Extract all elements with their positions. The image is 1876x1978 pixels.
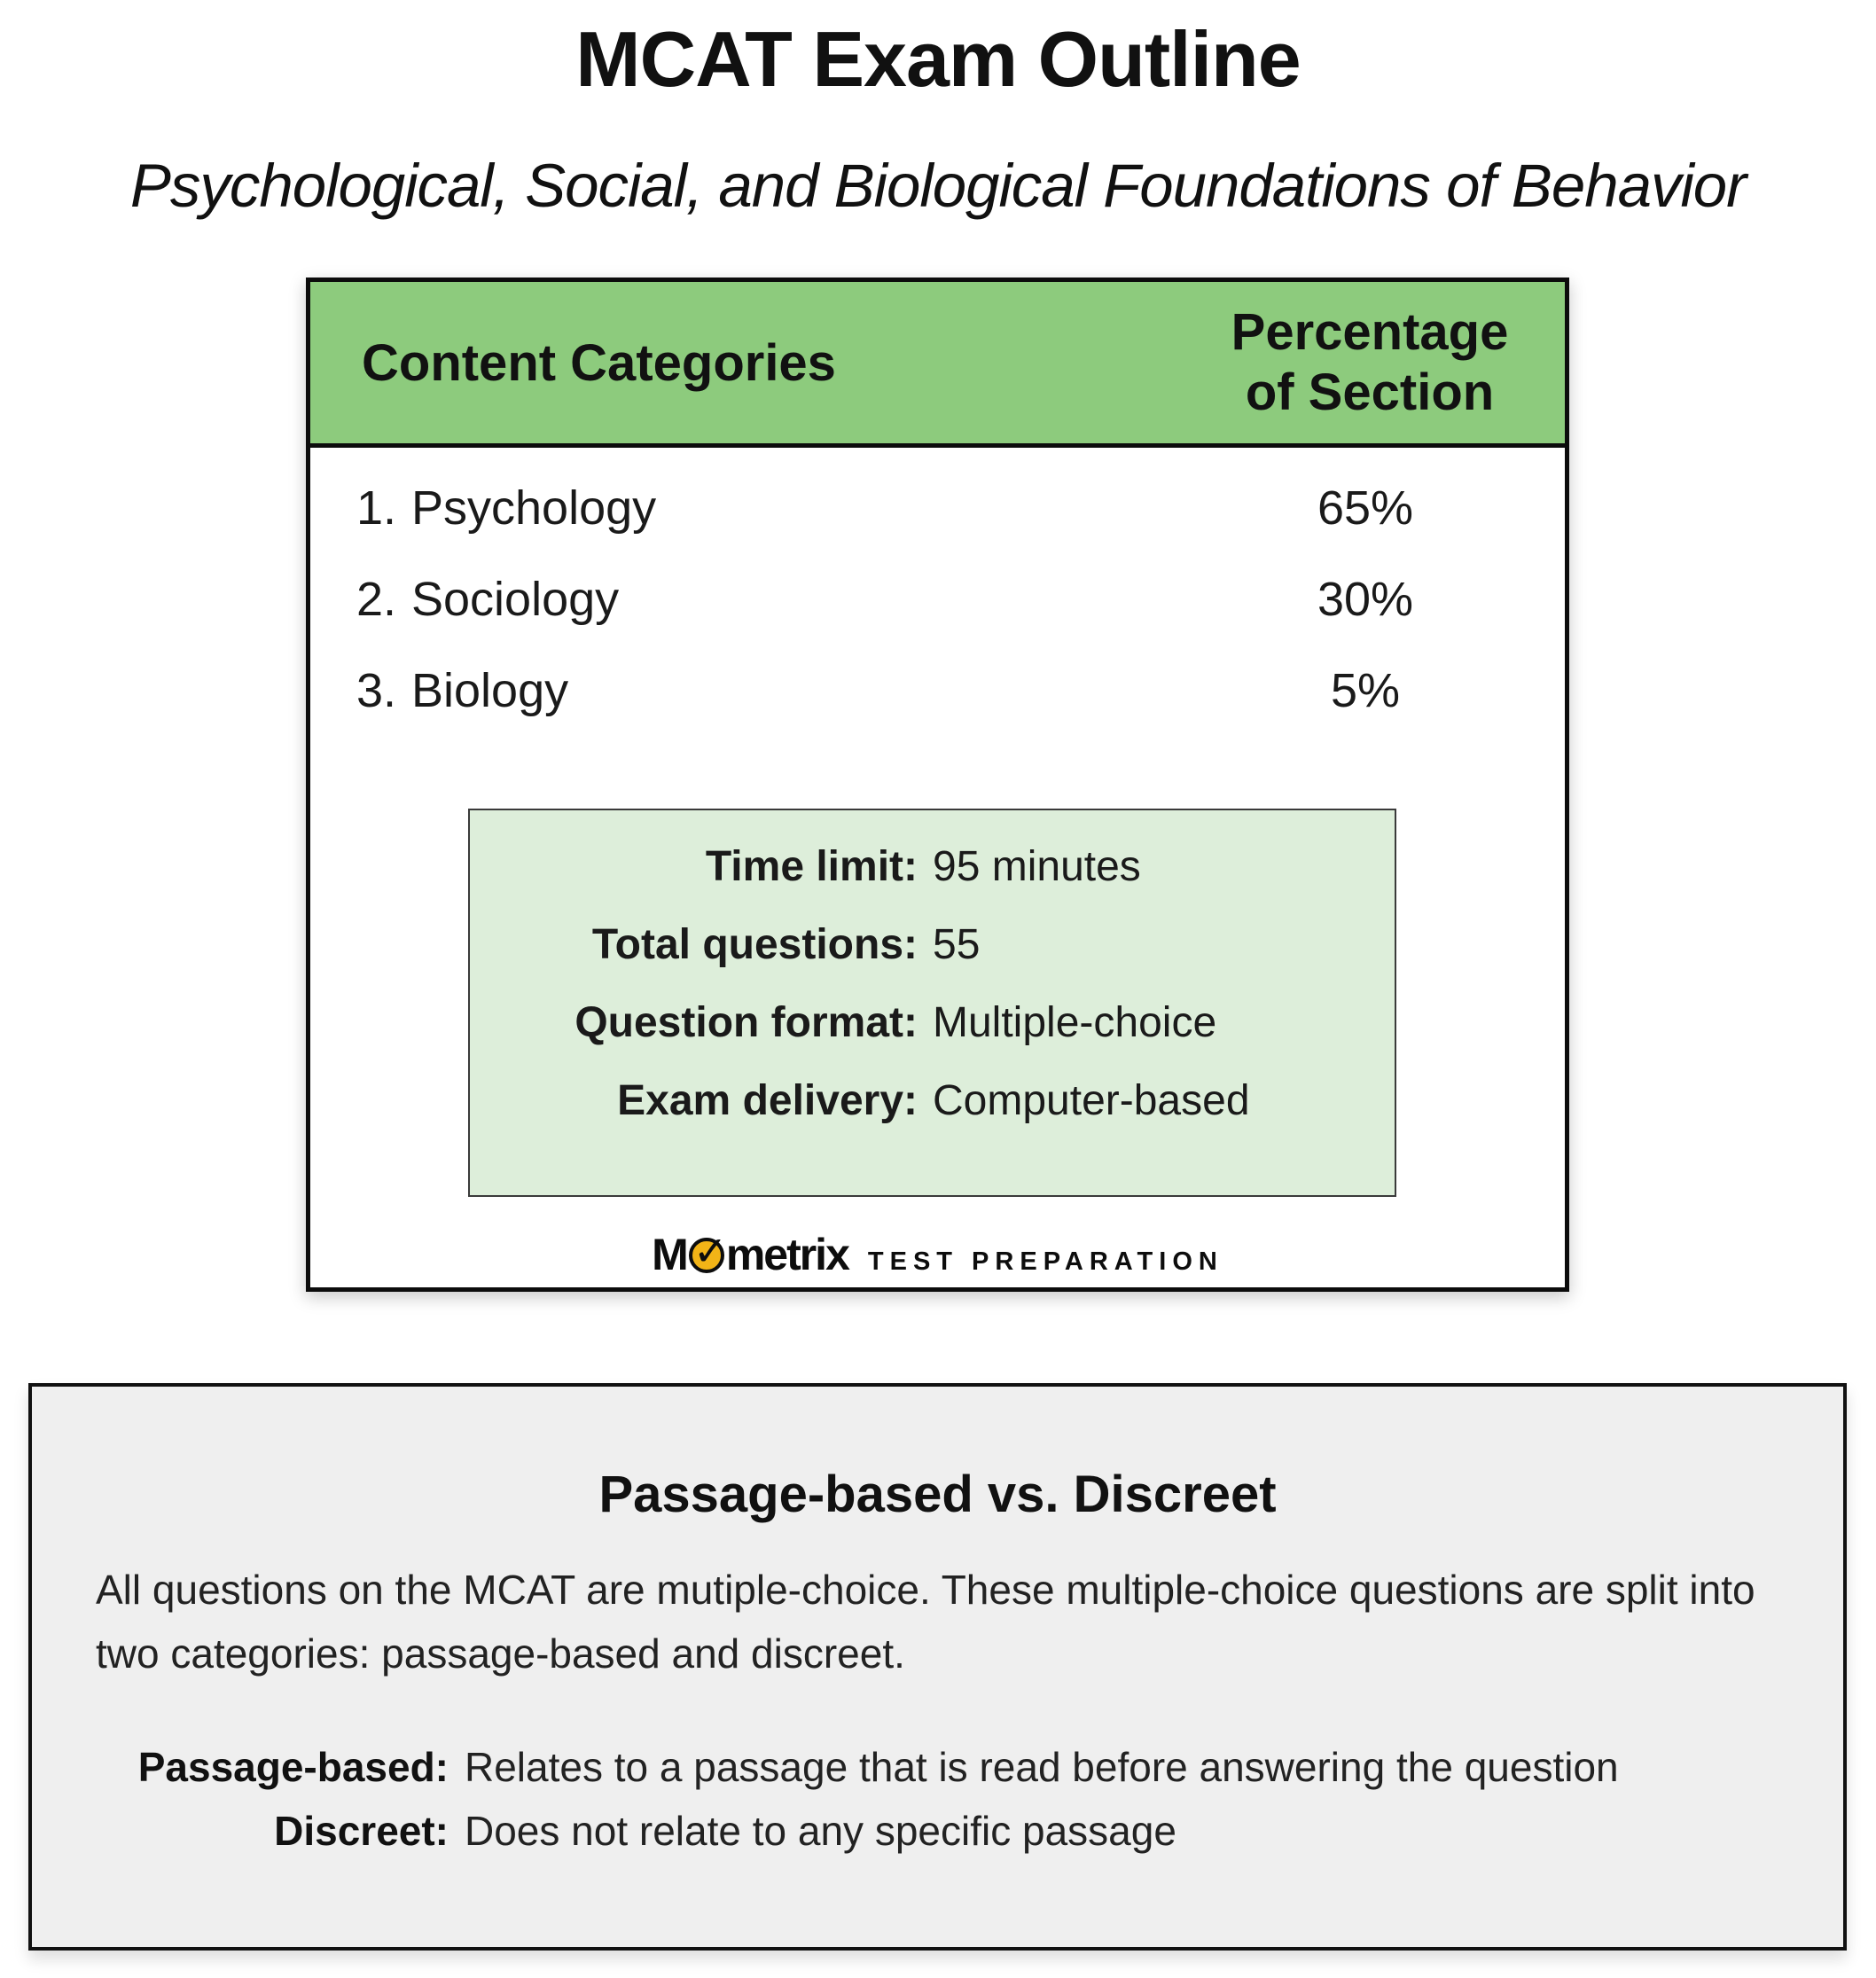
definition-row xyxy=(32,1799,1843,1863)
detail-value: 55 xyxy=(933,920,981,968)
category-name: Sociology xyxy=(411,572,620,626)
category-name: Biology xyxy=(411,663,569,717)
row-number: 3. xyxy=(356,663,397,717)
detail-row xyxy=(470,1061,1395,1139)
definition-text: Relates to a passage that is read before answering the question xyxy=(465,1744,1619,1790)
row-number: 1. xyxy=(356,481,397,535)
info-box-paragraph: All questions on the MCAT are mutiple-choice. These multiple-choice questions are split into two categories: passage-based and discreet. xyxy=(96,1567,1755,1677)
content-categories-header: Content Categories xyxy=(362,333,836,392)
table-row xyxy=(310,645,1565,736)
passage-vs-discreet-box xyxy=(28,1383,1847,1951)
page-subtitle: Psychological, Social, and Biological Foundations of Behavior xyxy=(129,152,1747,220)
checkmark-icon: ✓ xyxy=(692,1227,728,1275)
page-title: MCAT Exam Outline xyxy=(575,15,1301,103)
definitions-list xyxy=(32,1735,1843,1863)
mometrix-logo xyxy=(310,1229,1565,1280)
logo-wordmark-end: metrix xyxy=(725,1230,848,1279)
category-percentage: 5% xyxy=(1330,663,1401,717)
table-body xyxy=(310,448,1565,736)
category-name: Psychology xyxy=(411,481,657,535)
detail-row xyxy=(470,827,1395,905)
percentage-of-section-header: Percentage of Section xyxy=(1231,302,1509,421)
detail-label: Total questions: xyxy=(591,920,918,968)
detail-row xyxy=(470,905,1395,983)
detail-label: Question format: xyxy=(575,998,918,1046)
definition-text: Does not relate to any specific passage xyxy=(465,1808,1176,1854)
category-percentage: 30% xyxy=(1317,572,1414,626)
logo-wordmark-start: M xyxy=(652,1230,687,1279)
table-header-row xyxy=(310,282,1565,448)
row-number: 2. xyxy=(356,572,397,626)
detail-value: 95 minutes xyxy=(933,842,1141,890)
exam-details-panel xyxy=(468,809,1396,1197)
table-row xyxy=(310,553,1565,645)
table-row xyxy=(310,462,1565,553)
detail-value: Multiple-choice xyxy=(933,998,1217,1046)
logo-tagline: TEST PREPARATION xyxy=(867,1247,1223,1276)
definition-label: Passage-based: xyxy=(137,1744,449,1790)
definition-label: Discreet: xyxy=(274,1808,449,1854)
exam-outline-table xyxy=(306,278,1569,1292)
definition-row xyxy=(32,1735,1843,1799)
detail-label: Exam delivery: xyxy=(617,1076,918,1124)
info-box-heading: Passage-based vs. Discreet xyxy=(598,1466,1277,1523)
detail-value: Computer-based xyxy=(933,1076,1250,1124)
checkmark-circle-icon xyxy=(689,1227,728,1275)
detail-label: Time limit: xyxy=(705,842,918,890)
detail-row xyxy=(470,983,1395,1061)
category-percentage: 65% xyxy=(1317,481,1414,535)
